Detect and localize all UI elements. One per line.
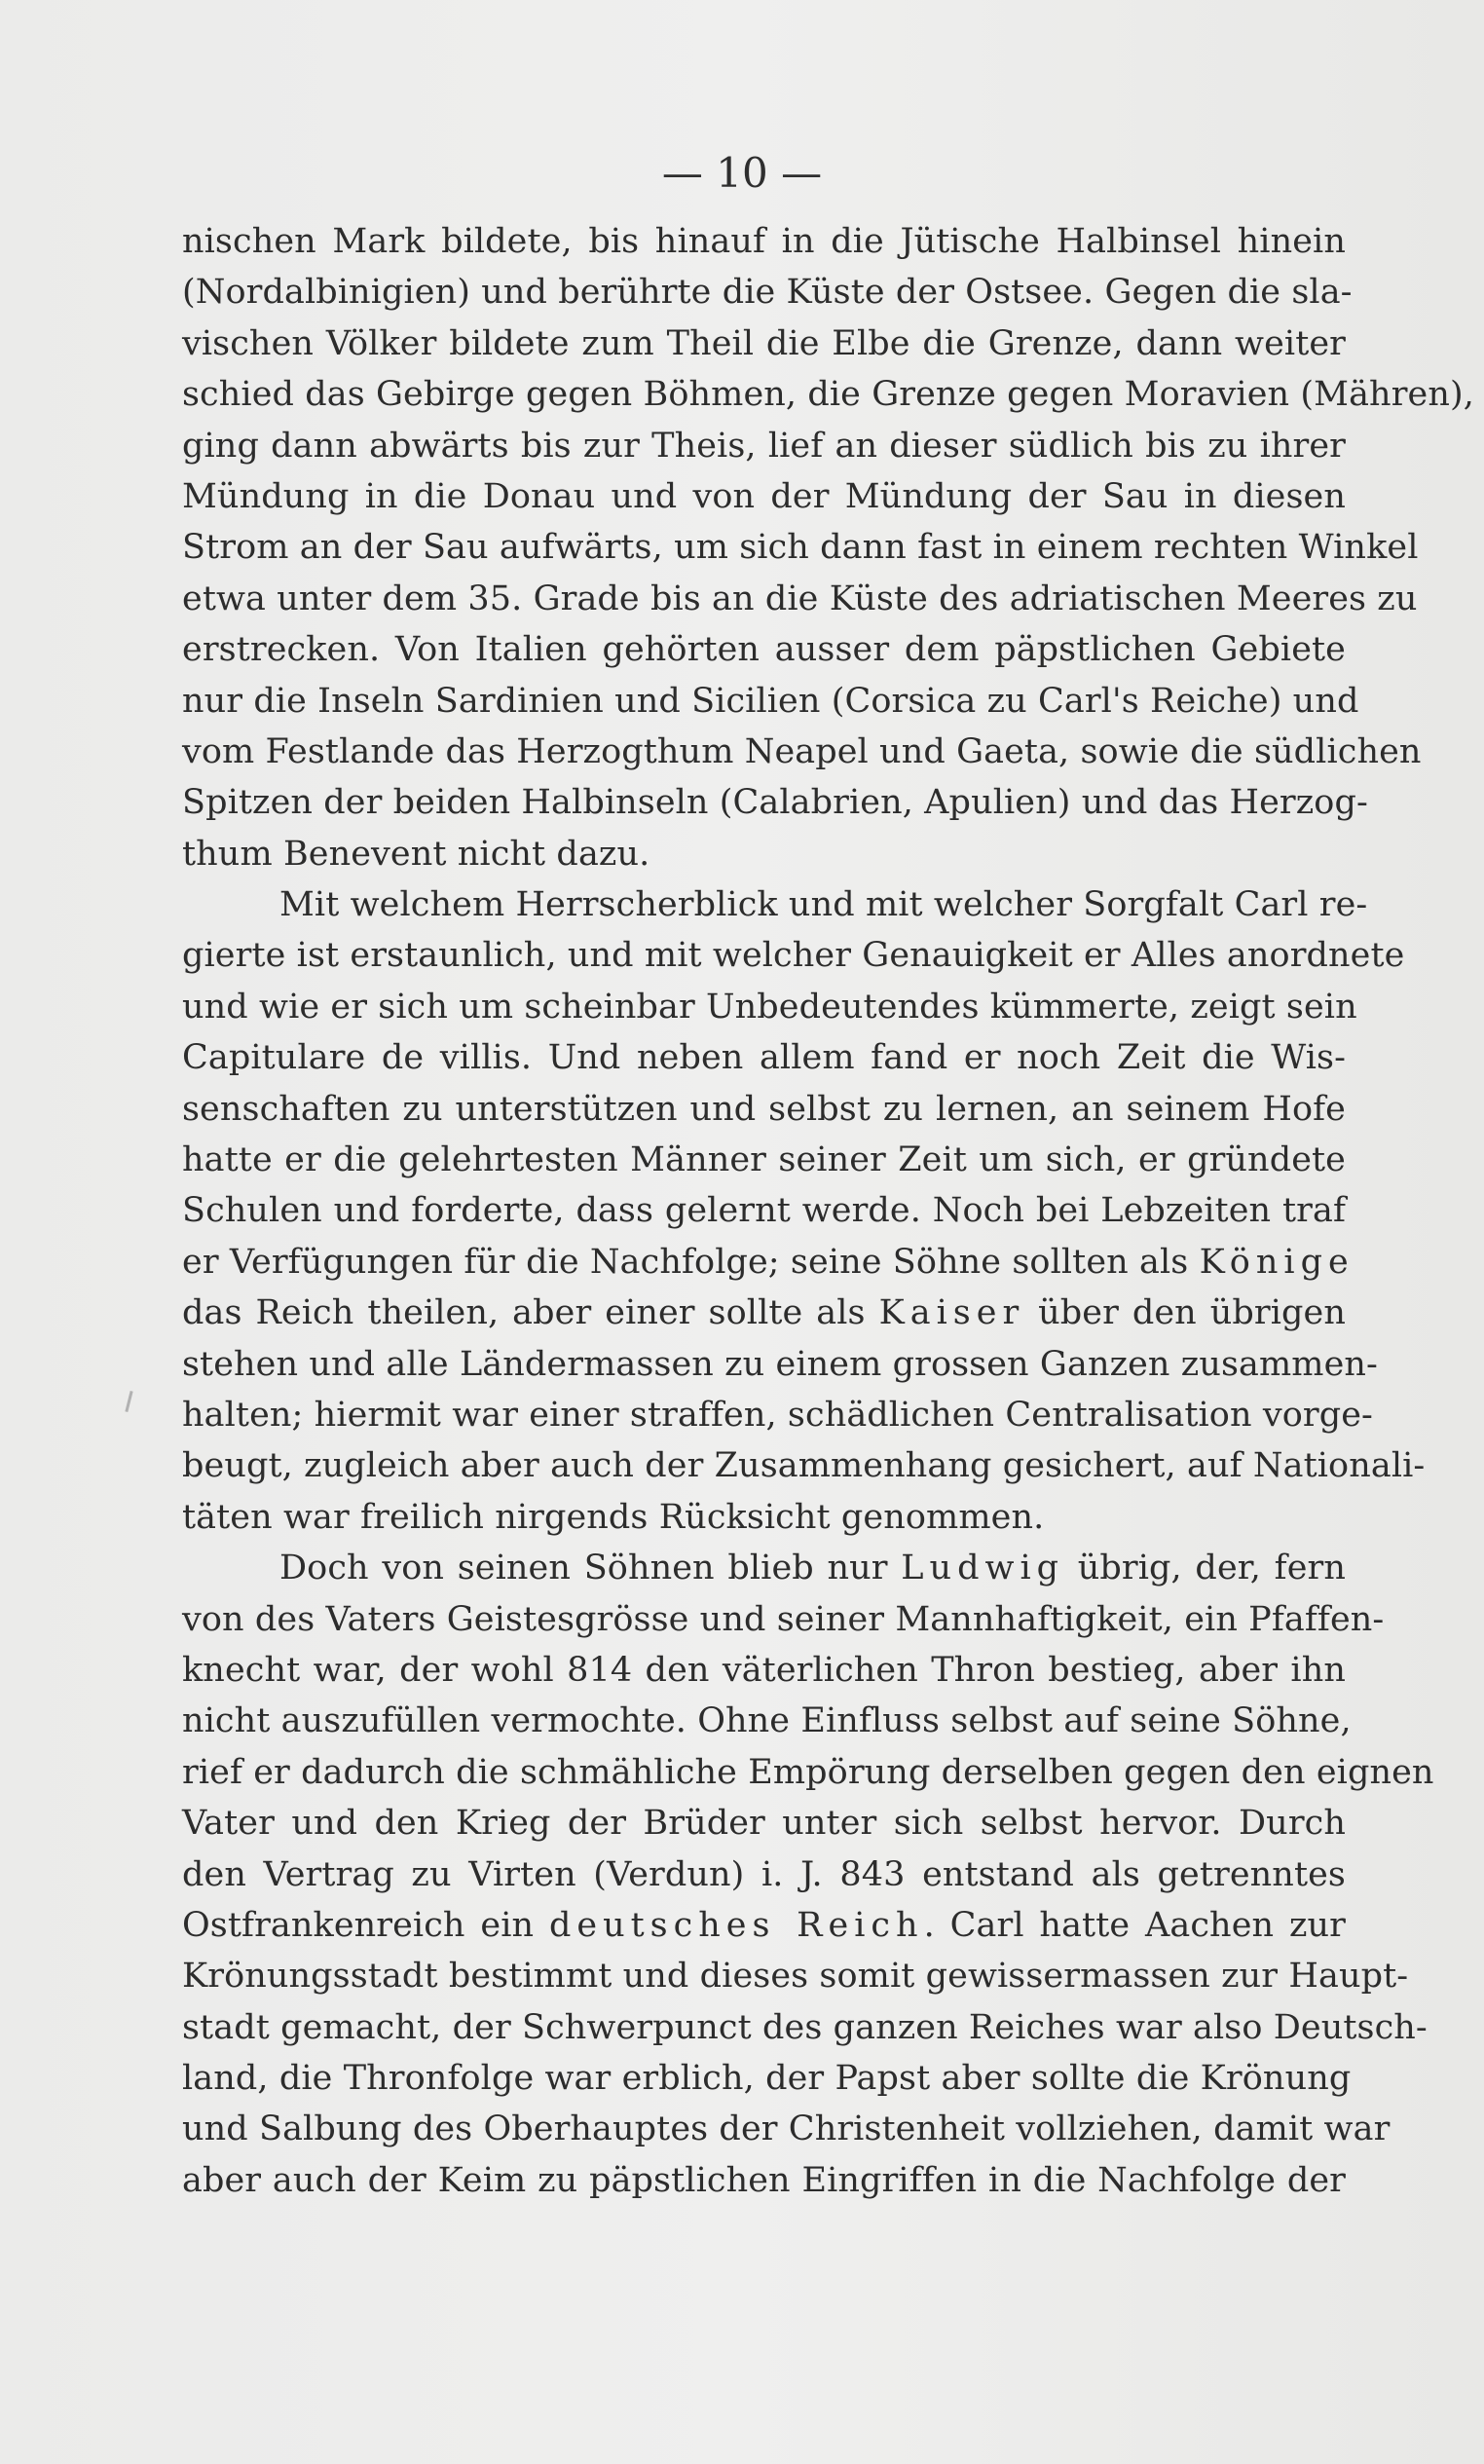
- text-line: nicht auszufüllen vermochte. Ohne Einfluss selbst auf seine Söhne,: [182, 1701, 1352, 1741]
- emphasized-word: Kaiser: [878, 1293, 1025, 1333]
- text-line-part: Doch von seinen Söhnen blieb nur: [279, 1549, 902, 1588]
- text-line: Mündung in die Donau und von der Mündung der Sau in diesen: [182, 476, 1346, 516]
- text-line-part: über den übrigen: [1024, 1293, 1346, 1333]
- text-line: vischen Völker bildete zum Theil die Elbe die Grenze, dann weiter: [182, 323, 1346, 363]
- text-line: stehen und alle Ländermassen zu einem grossen Ganzen zusammen-: [182, 1344, 1378, 1384]
- text-line: den Vertrag zu Virten (Verdun) i. J. 843 entstand als getrenntes: [182, 1854, 1346, 1894]
- paragraph-3: [182, 1543, 1434, 2206]
- body-text: [182, 216, 1474, 2206]
- text-line: halten; hiermit war einer straffen, schädlichen Centralisation vorge-: [182, 1395, 1373, 1435]
- paragraph-2: [182, 879, 1426, 1543]
- text-line: Krönungsstadt bestimmt und dieses somit gewissermassen zur Haupt-: [182, 1957, 1409, 1997]
- text-line: Vater und den Krieg der Brüder unter sich selbst hervor. Durch: [182, 1804, 1346, 1844]
- text-line: ging dann abwärts bis zur Theis, lief an dieser südlich bis zu ihrer: [182, 426, 1346, 466]
- text-line: knecht war, der wohl 814 den väterlichen Thron bestieg, aber ihn: [182, 1650, 1346, 1690]
- text-line: Mit welchem Herrscherblick und mit welcher Sorgfalt Carl re-: [279, 885, 1368, 925]
- page-number: — 10 —: [661, 149, 823, 197]
- text-line: von des Vaters Geistesgrösse und seiner Mannhaftigkeit, ein Pfaffen-: [182, 1599, 1385, 1639]
- text-line: nur die Inseln Sardinien und Sicilien (Corsica zu Carl's Reiche) und: [182, 681, 1359, 721]
- text-line-part: Ostfrankenreich ein: [182, 1905, 549, 1945]
- text-line-part: . Carl hatte Aachen zur: [923, 1905, 1346, 1945]
- margin-pencil-mark: [125, 1391, 132, 1412]
- text-line: hatte er die gelehrtesten Männer seiner Zeit um sich, er gründete: [182, 1140, 1346, 1180]
- text-line: thum Benevent nicht dazu.: [182, 834, 650, 874]
- text-line: stadt gemacht, der Schwerpunct des ganzen Reiches war also Deutsch-: [182, 2007, 1428, 2047]
- text-line: [182, 1237, 1354, 1288]
- text-line: land, die Thronfolge war erblich, der Papst aber sollte die Krönung: [182, 2059, 1352, 2099]
- text-line: aber auch der Keim zu päpstlichen Eingriffen in die Nachfolge der: [182, 2160, 1346, 2200]
- text-line: täten war freilich nirgends Rücksicht genommen.: [182, 1497, 1045, 1537]
- text-line: [182, 1900, 1346, 1951]
- text-line-part: das Reich theilen, aber einer sollte als: [182, 1293, 879, 1333]
- text-line: beugt, zugleich aber auch der Zusammenhang gesichert, auf Nationali-: [182, 1446, 1426, 1486]
- text-line: und wie er sich um scheinbar Unbedeutendes kümmerte, zeigt sein: [182, 987, 1357, 1027]
- text-line: Schulen und forderte, dass gelernt werde. Noch bei Lebzeiten traf: [182, 1191, 1346, 1231]
- text-line: rief er dadurch die schmähliche Empörung derselben gegen den eignen: [182, 1752, 1434, 1792]
- emphasized-word: Ludwig: [901, 1549, 1065, 1588]
- text-line: nischen Mark bildete, bis hinauf in die Jütische Halbinsel hinein: [182, 222, 1346, 261]
- text-line-part: er Verfügungen für die Nachfolge; seine Söhne sollten als: [182, 1242, 1200, 1282]
- paragraph-1: [182, 216, 1474, 879]
- text-line: Spitzen der beiden Halbinseln (Calabrien, Apulien) und das Herzog-: [182, 783, 1368, 823]
- text-line: Capitulare de villis. Und neben allem fand er noch Zeit die Wis-: [182, 1038, 1346, 1078]
- text-line: und Salbung des Oberhauptes der Christenheit vollziehen, damit war: [182, 2109, 1391, 2149]
- emphasized-word: Könige: [1199, 1242, 1354, 1282]
- text-line: (Nordalbinigien) und berührte die Küste der Ostsee. Gegen die sla-: [182, 273, 1353, 313]
- text-line: [182, 1543, 1346, 1593]
- text-line: senschaften zu unterstützen und selbst zu lernen, an seinem Hofe: [182, 1089, 1346, 1129]
- text-line: schied das Gebirge gegen Böhmen, die Grenze gegen Moravien (Mähren),: [182, 375, 1474, 415]
- text-line: gierte ist erstaunlich, und mit welcher Genauigkeit er Alles anordnete: [182, 936, 1405, 976]
- emphasized-word: deutsches Reich: [548, 1905, 924, 1945]
- text-line: Strom an der Sau aufwärts, um sich dann fast in einem rechten Winkel: [182, 528, 1419, 568]
- text-line: erstrecken. Von Italien gehörten ausser dem päpstlichen Gebiete: [182, 630, 1346, 670]
- text-line: vom Festlande das Herzogthum Neapel und Gaeta, sowie die südlichen: [182, 731, 1422, 771]
- text-line-part: übrig, der, fern: [1064, 1549, 1346, 1588]
- text-line: [182, 1288, 1346, 1338]
- text-line: etwa unter dem 35. Grade bis an die Küste des adriatischen Meeres zu: [182, 579, 1418, 618]
